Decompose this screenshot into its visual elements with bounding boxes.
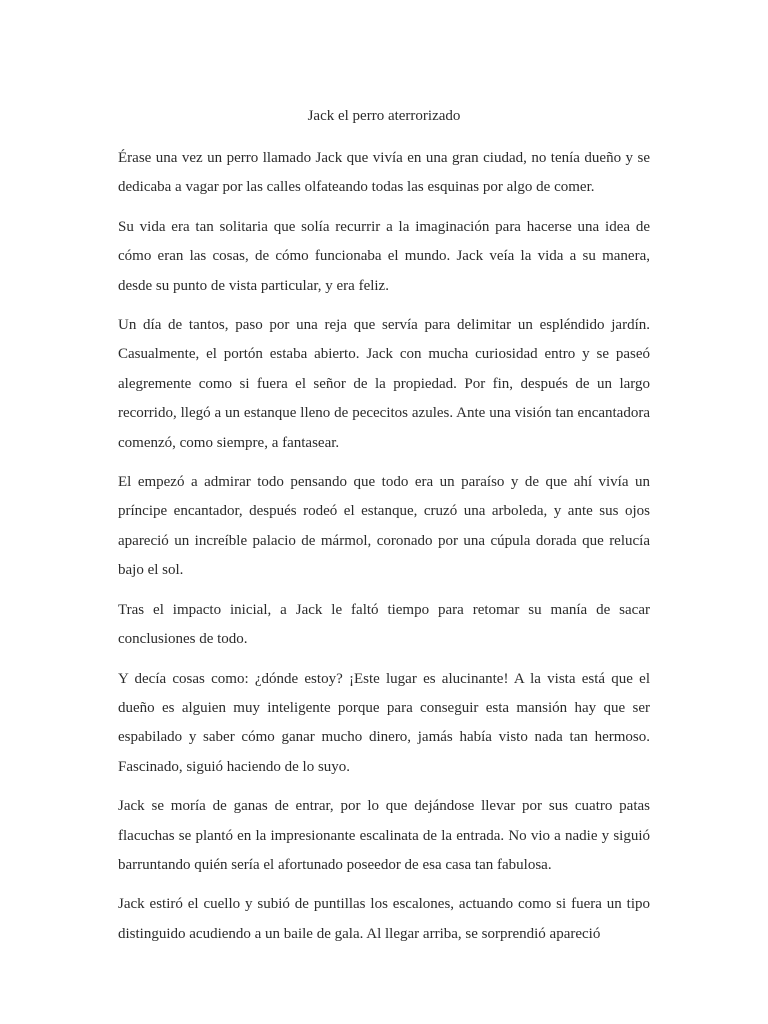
document-page: [118, 102, 650, 959]
paragraph-3: Un día de tantos, paso por una reja que servía para delimitar un espléndido jardín. Casualmente, el portón estaba abierto. Jack con mucha curiosidad entro y se paseó alegremente como si fuera el señor de la propiedad. Por fin, después de un largo recorrido, llegó a un estanque lleno de pececitos azules. Ante una visión tan encantadora comenzó, como siempre, a fantasear.: [118, 317, 650, 451]
paragraph-8: Jack estiró el cuello y subió de puntillas los escalones, actuando como si fuera un tipo distinguido acudiendo a un baile de gala. Al llegar arriba, se sorprendió apareció: [118, 896, 650, 942]
document-title: Jack el perro aterrorizado: [307, 108, 461, 124]
paragraph-1: Érase una vez un perro llamado Jack que vivía en una gran ciudad, no tenía dueño y se dedicaba a vagar por las calles olfateando todas las esquinas por algo de comer.: [118, 150, 650, 196]
paragraph-6: Y decía cosas como: ¿dónde estoy? ¡Este lugar es alucinante! A la vista está que el dueño es alguien muy inteligente porque para conseguir esta mansión hay que ser espabilado y saber cómo ganar mucho dinero, jamás había visto nada tan hermoso. Fascinado, siguió haciendo de lo suyo.: [118, 670, 650, 775]
paragraph-5: Tras el impacto inicial, a Jack le faltó tiempo para retomar su manía de sacar conclusiones de todo.: [118, 601, 650, 648]
paragraph-4: El empezó a admirar todo pensando que todo era un paraíso y de que ahí vivía un príncipe encantador, después rodeó el estanque, cruzó una arboleda, y ante sus ojos apareció un increíble palacio de mármol, coronado por una cúpula dorada que relucía bajo el sol.: [118, 474, 650, 579]
paragraph-2: Su vida era tan solitaria que solía recurrir a la imaginación para hacerse una idea de cómo eran las cosas, de cómo funcionaba el mundo. Jack veía la vida a su manera, desde su punto de vista particular, y era feliz.: [118, 218, 650, 294]
paragraph-7: Jack se moría de ganas de entrar, por lo que dejándose llevar por sus cuatro patas flacuchas se plantó en la impresionante escalinata de la entrada. No vio a nadie y siguió barruntando quién sería el afortunado poseedor de esa casa tan fabulosa.: [118, 798, 650, 873]
